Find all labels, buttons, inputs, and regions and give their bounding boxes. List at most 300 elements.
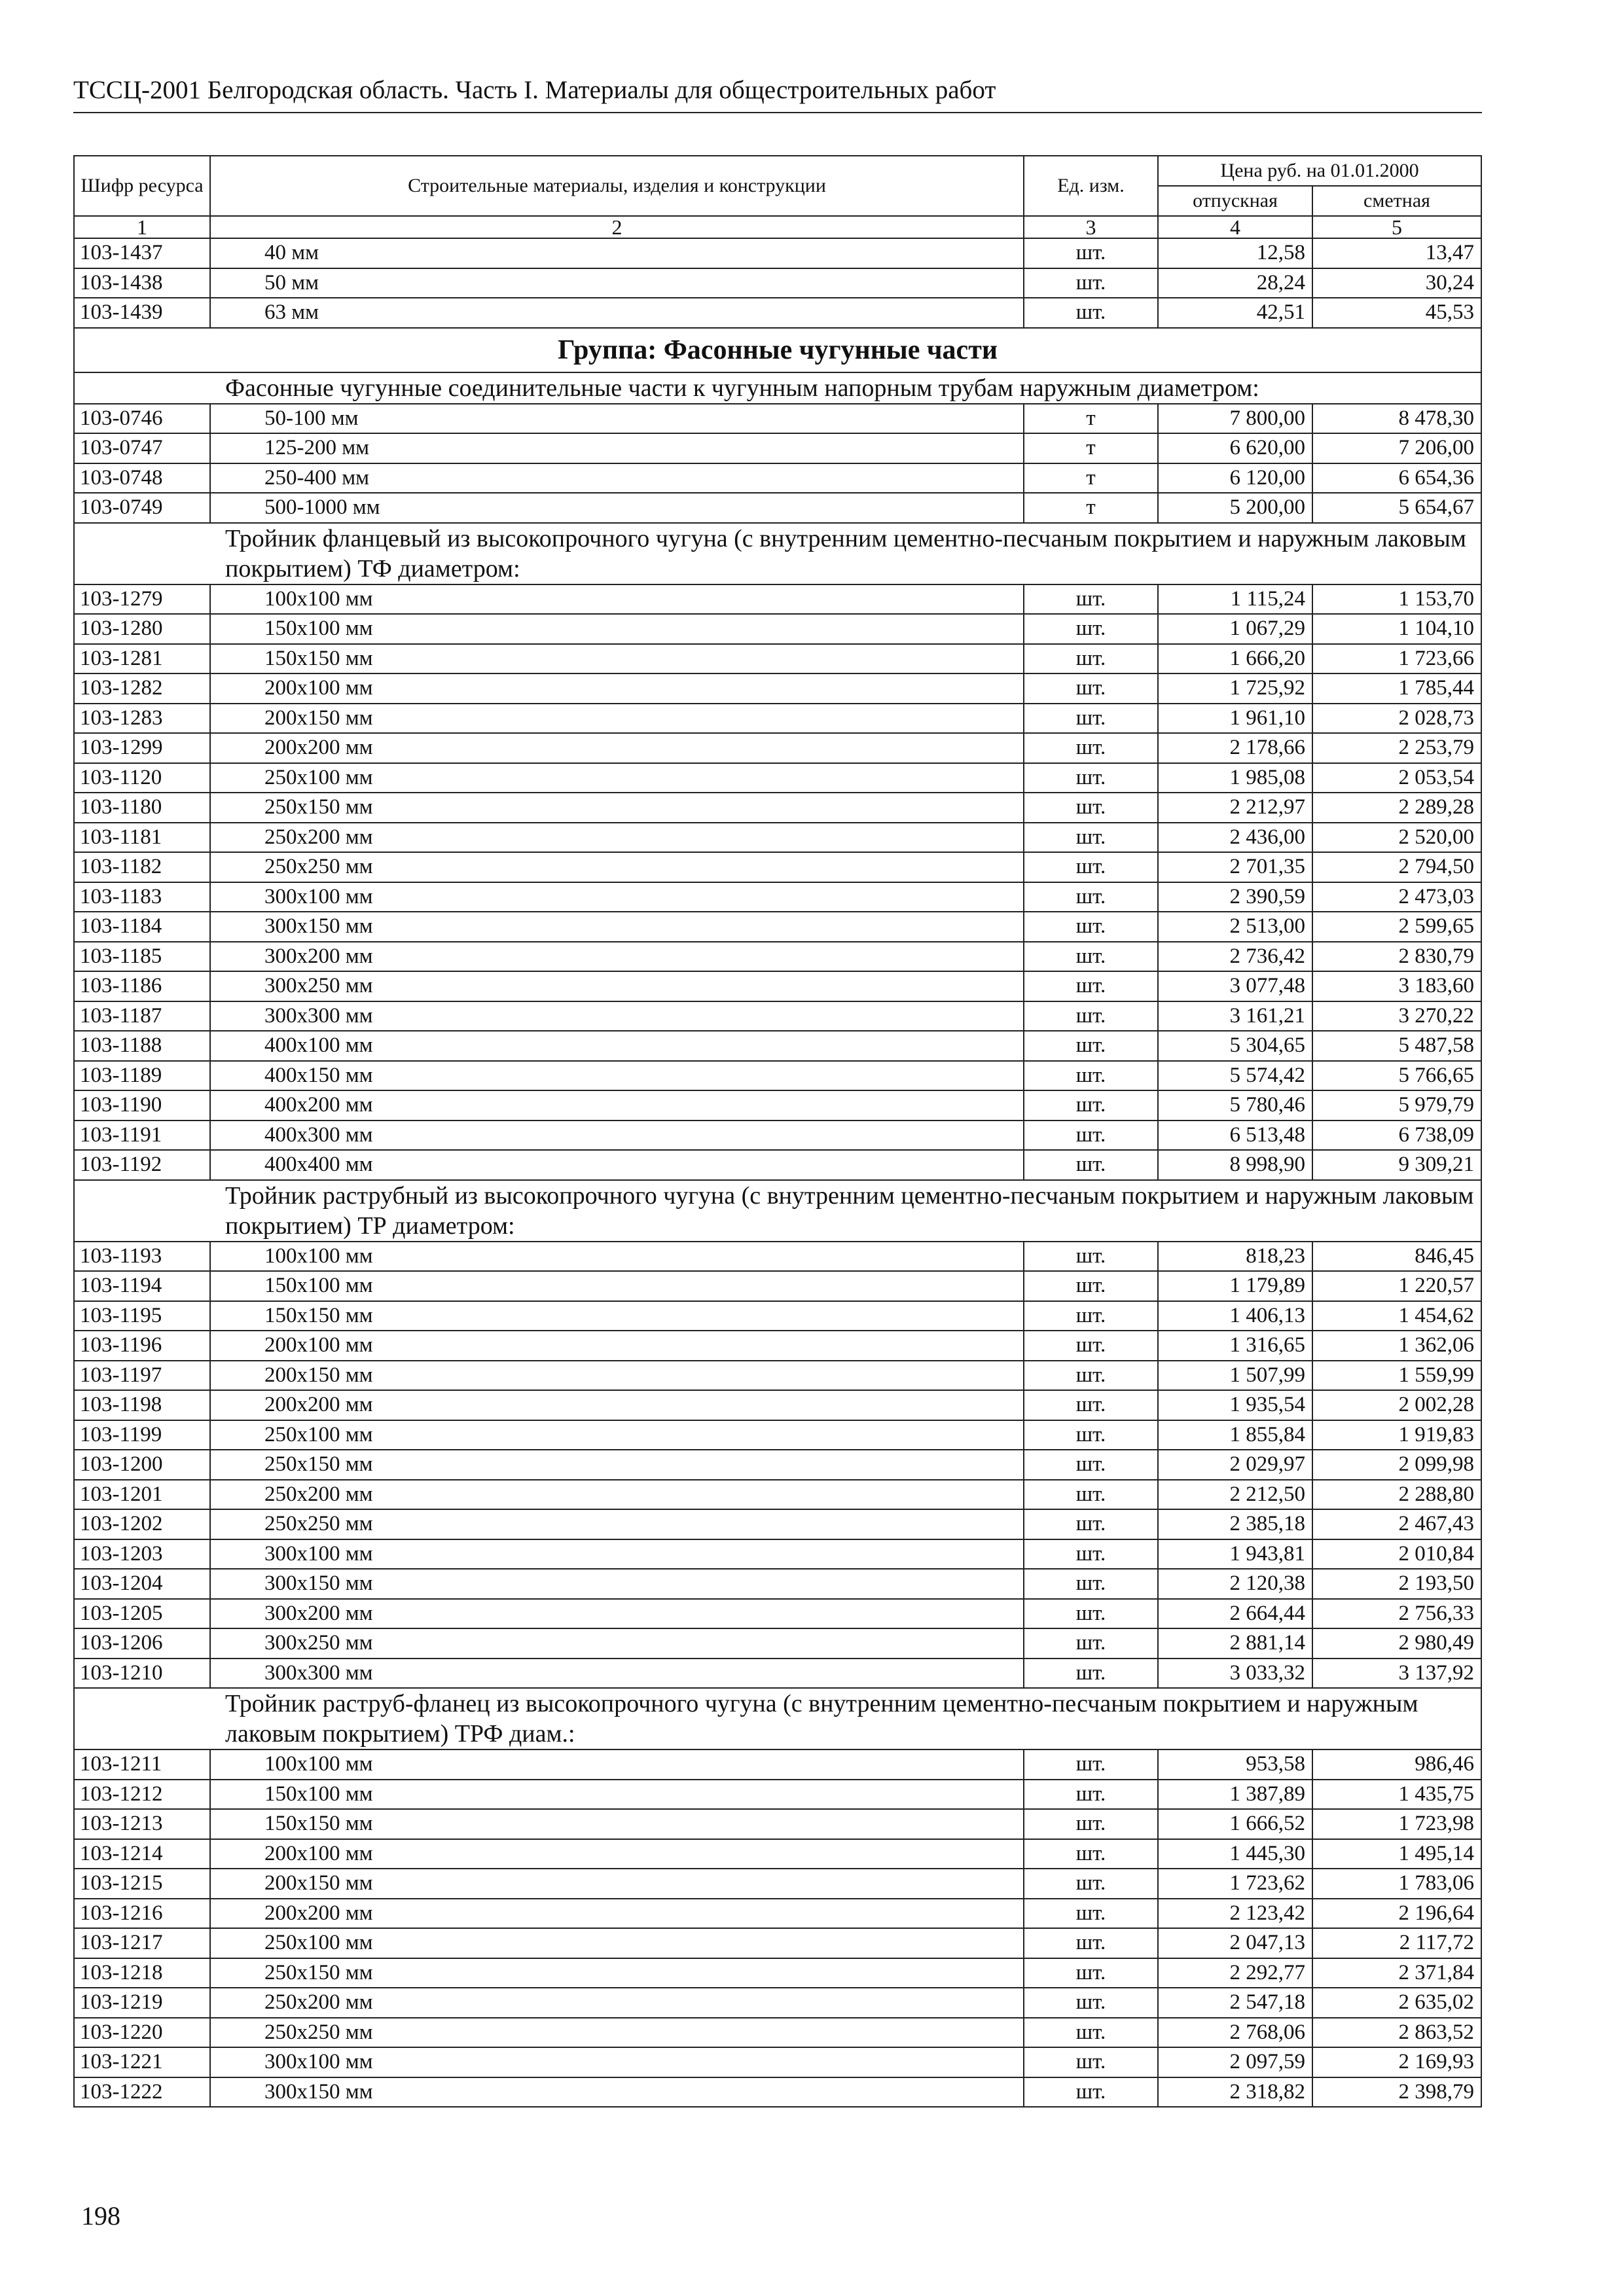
table-row	[74, 268, 1481, 298]
unit-cell: шт.	[1024, 1361, 1158, 1391]
item-name: 250x250 мм	[210, 2018, 1024, 2048]
resource-code: 103-1185	[74, 942, 210, 972]
release-price: 7 800,00	[1158, 404, 1312, 434]
table-row	[74, 463, 1481, 493]
release-price: 2 664,44	[1158, 1599, 1312, 1629]
estimate-price: 2 169,93	[1312, 2047, 1481, 2077]
unit-cell: шт.	[1024, 1331, 1158, 1361]
release-price: 2 385,18	[1158, 1509, 1312, 1539]
resource-code: 103-1184	[74, 912, 210, 942]
resource-code: 103-1204	[74, 1569, 210, 1599]
release-price: 1 445,30	[1158, 1839, 1312, 1869]
release-price: 3 161,21	[1158, 1001, 1312, 1031]
unit-cell: шт.	[1024, 1869, 1158, 1899]
table-row	[74, 1509, 1481, 1539]
table-row	[74, 1539, 1481, 1570]
page-number: 198	[81, 2201, 120, 2231]
resource-code: 103-1279	[74, 584, 210, 615]
release-price: 6 620,00	[1158, 433, 1312, 463]
resource-code: 103-1214	[74, 1839, 210, 1869]
estimate-price: 2 288,80	[1312, 1480, 1481, 1510]
estimate-price: 8 478,30	[1312, 404, 1481, 434]
table-row	[74, 1450, 1481, 1480]
release-price: 2 768,06	[1158, 2018, 1312, 2048]
resource-code: 103-1280	[74, 614, 210, 644]
release-price: 2 123,42	[1158, 1899, 1312, 1929]
resource-code: 103-1439	[74, 298, 210, 328]
estimate-price: 6 654,36	[1312, 463, 1481, 493]
table-row	[74, 1242, 1481, 1272]
unit-cell: шт.	[1024, 882, 1158, 912]
item-name: 100x100 мм	[210, 1749, 1024, 1780]
col-header-code: Шифр ресурса	[74, 156, 210, 216]
estimate-price: 1 220,57	[1312, 1271, 1481, 1301]
estimate-price: 2 371,84	[1312, 1958, 1481, 1988]
estimate-price: 5 487,58	[1312, 1031, 1481, 1061]
unit-cell: шт.	[1024, 971, 1158, 1001]
estimate-price: 2 099,98	[1312, 1450, 1481, 1480]
release-price: 5 574,42	[1158, 1061, 1312, 1091]
estimate-price: 5 766,65	[1312, 1061, 1481, 1091]
release-price: 2 701,35	[1158, 852, 1312, 882]
unit-cell: шт.	[1024, 1839, 1158, 1869]
release-price: 1 723,62	[1158, 1869, 1312, 1899]
group-title: Группа: Фасонные чугунные части	[74, 328, 1481, 372]
resource-code: 103-1217	[74, 1928, 210, 1958]
table-row	[74, 584, 1481, 615]
release-price: 1 115,24	[1158, 584, 1312, 615]
unit-cell: шт.	[1024, 1928, 1158, 1958]
col-number-5: 5	[1312, 216, 1481, 238]
item-name: 400x150 мм	[210, 1061, 1024, 1091]
release-price: 2 547,18	[1158, 1988, 1312, 2018]
resource-code: 103-1199	[74, 1420, 210, 1450]
resource-code: 103-1282	[74, 673, 210, 704]
release-price: 1 725,92	[1158, 673, 1312, 704]
release-price: 2 097,59	[1158, 2047, 1312, 2077]
item-name: 250x250 мм	[210, 1509, 1024, 1539]
table-row	[74, 763, 1481, 793]
table-row	[74, 644, 1481, 674]
item-name: 300x250 мм	[210, 1628, 1024, 1659]
resource-code: 103-1196	[74, 1331, 210, 1361]
unit-cell: шт.	[1024, 1780, 1158, 1810]
item-name: 500-1000 мм	[210, 493, 1024, 523]
unit-cell: шт.	[1024, 793, 1158, 823]
table-row	[74, 1569, 1481, 1599]
section-row	[74, 1180, 1481, 1242]
item-name: 200x200 мм	[210, 733, 1024, 763]
estimate-price: 1 783,06	[1312, 1869, 1481, 1899]
unit-cell: шт.	[1024, 1031, 1158, 1061]
resource-code: 103-1213	[74, 1809, 210, 1839]
table-row	[74, 793, 1481, 823]
item-name: 125-200 мм	[210, 433, 1024, 463]
estimate-price: 2 010,84	[1312, 1539, 1481, 1570]
resource-code: 103-1186	[74, 971, 210, 1001]
item-name: 63 мм	[210, 298, 1024, 328]
table-row	[74, 238, 1481, 268]
resource-code: 103-1437	[74, 238, 210, 268]
item-name: 400x200 мм	[210, 1090, 1024, 1121]
unit-cell: шт.	[1024, 1899, 1158, 1929]
table-row	[74, 1001, 1481, 1031]
item-name: 40 мм	[210, 238, 1024, 268]
estimate-price: 1 362,06	[1312, 1331, 1481, 1361]
estimate-price: 986,46	[1312, 1749, 1481, 1780]
item-name: 250x200 мм	[210, 1988, 1024, 2018]
item-name: 300x300 мм	[210, 1001, 1024, 1031]
resource-code: 103-1221	[74, 2047, 210, 2077]
unit-cell: шт.	[1024, 298, 1158, 328]
resource-code: 103-1438	[74, 268, 210, 298]
item-name: 300x100 мм	[210, 2047, 1024, 2077]
estimate-price: 13,47	[1312, 238, 1481, 268]
col-header-unit: Ед. изм.	[1024, 156, 1158, 216]
unit-cell: шт.	[1024, 1749, 1158, 1780]
resource-code: 103-1219	[74, 1988, 210, 2018]
unit-cell: шт.	[1024, 1809, 1158, 1839]
table-row	[74, 823, 1481, 853]
unit-cell: шт.	[1024, 1301, 1158, 1331]
release-price: 1 316,65	[1158, 1331, 1312, 1361]
estimate-price: 2 467,43	[1312, 1509, 1481, 1539]
estimate-price: 2 253,79	[1312, 733, 1481, 763]
item-name: 150x150 мм	[210, 644, 1024, 674]
table-row	[74, 912, 1481, 942]
release-price: 2 318,82	[1158, 2077, 1312, 2108]
item-name: 250x150 мм	[210, 793, 1024, 823]
estimate-price: 1 153,70	[1312, 584, 1481, 615]
item-name: 200x150 мм	[210, 704, 1024, 734]
release-price: 2 029,97	[1158, 1450, 1312, 1480]
table-row	[74, 1628, 1481, 1659]
table-row	[74, 1958, 1481, 1988]
release-price: 1 067,29	[1158, 614, 1312, 644]
release-price: 1 666,52	[1158, 1809, 1312, 1839]
item-name: 200x200 мм	[210, 1390, 1024, 1420]
table-row	[74, 1839, 1481, 1869]
table-row	[74, 1271, 1481, 1301]
estimate-price: 2 473,03	[1312, 882, 1481, 912]
col-header-name: Строительные материалы, изделия и конструкции	[210, 156, 1024, 216]
release-price: 2 436,00	[1158, 823, 1312, 853]
section-title: Тройник фланцевый из высокопрочного чугуна (с внутренним цементно-песчаным покрытием и наружным лаковым покрытием) ТФ диаметром:	[74, 523, 1481, 584]
release-price: 3 077,48	[1158, 971, 1312, 1001]
table-row	[74, 1809, 1481, 1839]
resource-code: 103-1212	[74, 1780, 210, 1810]
resource-code: 103-1194	[74, 1271, 210, 1301]
estimate-price: 1 723,98	[1312, 1809, 1481, 1839]
unit-cell: шт.	[1024, 1958, 1158, 1988]
unit-cell: шт.	[1024, 1242, 1158, 1272]
col-number-3: 3	[1024, 216, 1158, 238]
resource-code: 103-1210	[74, 1659, 210, 1689]
group-row	[74, 328, 1481, 372]
unit-cell: шт.	[1024, 673, 1158, 704]
estimate-price: 2 520,00	[1312, 823, 1481, 853]
item-name: 200x100 мм	[210, 1839, 1024, 1869]
unit-cell: шт.	[1024, 614, 1158, 644]
table-head	[74, 156, 1481, 238]
table-row	[74, 493, 1481, 523]
table-row	[74, 1749, 1481, 1780]
item-name: 300x250 мм	[210, 971, 1024, 1001]
unit-cell: шт.	[1024, 852, 1158, 882]
unit-cell: т	[1024, 493, 1158, 523]
estimate-price: 2 980,49	[1312, 1628, 1481, 1659]
estimate-price: 45,53	[1312, 298, 1481, 328]
resource-code: 103-1220	[74, 2018, 210, 2048]
release-price: 2 212,97	[1158, 793, 1312, 823]
release-price: 2 047,13	[1158, 1928, 1312, 1958]
release-price: 1 406,13	[1158, 1301, 1312, 1331]
table-row	[74, 298, 1481, 328]
table-row	[74, 614, 1481, 644]
resource-code: 103-1191	[74, 1121, 210, 1151]
unit-cell: шт.	[1024, 912, 1158, 942]
table-row	[74, 1121, 1481, 1151]
estimate-price: 2 398,79	[1312, 2077, 1481, 2108]
estimate-price: 1 495,14	[1312, 1839, 1481, 1869]
table-row	[74, 673, 1481, 704]
item-name: 50 мм	[210, 268, 1024, 298]
unit-cell: шт.	[1024, 1569, 1158, 1599]
resource-code: 103-1197	[74, 1361, 210, 1391]
unit-cell: шт.	[1024, 1150, 1158, 1180]
release-price: 2 178,66	[1158, 733, 1312, 763]
estimate-price: 3 137,92	[1312, 1659, 1481, 1689]
unit-cell: т	[1024, 463, 1158, 493]
resource-code: 103-1201	[74, 1480, 210, 1510]
estimate-price: 2 053,54	[1312, 763, 1481, 793]
unit-cell: т	[1024, 404, 1158, 434]
item-name: 250x150 мм	[210, 1450, 1024, 1480]
table-row	[74, 1480, 1481, 1510]
release-price: 3 033,32	[1158, 1659, 1312, 1689]
unit-cell: шт.	[1024, 704, 1158, 734]
section-title: Фасонные чугунные соединительные части к чугунным напорным трубам наружным диаметром:	[74, 372, 1481, 404]
unit-cell: шт.	[1024, 238, 1158, 268]
release-price: 1 935,54	[1158, 1390, 1312, 1420]
table-row	[74, 1659, 1481, 1689]
section-row	[74, 372, 1481, 404]
unit-cell: шт.	[1024, 2077, 1158, 2108]
unit-cell: шт.	[1024, 1659, 1158, 1689]
item-name: 150x150 мм	[210, 1809, 1024, 1839]
item-name: 400x400 мм	[210, 1150, 1024, 1180]
resource-code: 103-1198	[74, 1390, 210, 1420]
table-row	[74, 1361, 1481, 1391]
item-name: 250x200 мм	[210, 823, 1024, 853]
resource-code: 103-1281	[74, 644, 210, 674]
resource-code: 103-1222	[74, 2077, 210, 2108]
estimate-price: 3 183,60	[1312, 971, 1481, 1001]
item-name: 100x100 мм	[210, 584, 1024, 615]
item-name: 200x100 мм	[210, 1331, 1024, 1361]
unit-cell: шт.	[1024, 1001, 1158, 1031]
release-price: 2 513,00	[1158, 912, 1312, 942]
unit-cell: шт.	[1024, 1539, 1158, 1570]
item-name: 400x100 мм	[210, 1031, 1024, 1061]
item-name: 250x200 мм	[210, 1480, 1024, 1510]
estimate-price: 3 270,22	[1312, 1001, 1481, 1031]
release-price: 28,24	[1158, 268, 1312, 298]
estimate-price: 2 635,02	[1312, 1988, 1481, 2018]
col-header-estimate: сметная	[1312, 186, 1481, 216]
table-row	[74, 882, 1481, 912]
unit-cell: шт.	[1024, 763, 1158, 793]
col-header-price: Цена руб. на 01.01.2000	[1158, 156, 1481, 186]
resource-code: 103-0746	[74, 404, 210, 434]
table-row	[74, 433, 1481, 463]
table-row	[74, 733, 1481, 763]
resource-code: 103-1183	[74, 882, 210, 912]
release-price: 2 120,38	[1158, 1569, 1312, 1599]
table-row	[74, 1031, 1481, 1061]
item-name: 300x100 мм	[210, 882, 1024, 912]
unit-cell: шт.	[1024, 1599, 1158, 1629]
item-name: 250x150 мм	[210, 1958, 1024, 1988]
unit-cell: шт.	[1024, 1271, 1158, 1301]
unit-cell: шт.	[1024, 1390, 1158, 1420]
resource-code: 103-1283	[74, 704, 210, 734]
unit-cell: шт.	[1024, 644, 1158, 674]
unit-cell: шт.	[1024, 1480, 1158, 1510]
unit-cell: шт.	[1024, 1988, 1158, 2018]
release-price: 1 666,20	[1158, 644, 1312, 674]
table-row	[74, 2018, 1481, 2048]
estimate-price: 2 599,65	[1312, 912, 1481, 942]
table-row	[74, 404, 1481, 434]
item-name: 250x250 мм	[210, 852, 1024, 882]
col-number-1: 1	[74, 216, 210, 238]
estimate-price: 5 654,67	[1312, 493, 1481, 523]
unit-cell: шт.	[1024, 823, 1158, 853]
estimate-price: 2 863,52	[1312, 2018, 1481, 2048]
section-title: Тройник раструбный из высокопрочного чугуна (с внутренним цементно-песчаным покрытием и наружным лаковым покрытием) ТР диаметром:	[74, 1180, 1481, 1242]
item-name: 200x200 мм	[210, 1899, 1024, 1929]
release-price: 818,23	[1158, 1242, 1312, 1272]
release-price: 1 179,89	[1158, 1271, 1312, 1301]
release-price: 2 736,42	[1158, 942, 1312, 972]
estimate-price: 2 193,50	[1312, 1569, 1481, 1599]
resource-code: 103-0749	[74, 493, 210, 523]
item-name: 200x150 мм	[210, 1361, 1024, 1391]
resource-code: 103-1193	[74, 1242, 210, 1272]
estimate-price: 2 028,73	[1312, 704, 1481, 734]
table-row	[74, 1599, 1481, 1629]
resource-code: 103-1120	[74, 763, 210, 793]
item-name: 100x100 мм	[210, 1242, 1024, 1272]
item-name: 250x100 мм	[210, 763, 1024, 793]
price-table	[73, 155, 1482, 2108]
unit-cell: шт.	[1024, 733, 1158, 763]
release-price: 6 120,00	[1158, 463, 1312, 493]
resource-code: 103-1187	[74, 1001, 210, 1031]
table-body	[74, 238, 1481, 2107]
estimate-price: 1 435,75	[1312, 1780, 1481, 1810]
estimate-price: 2 756,33	[1312, 1599, 1481, 1629]
item-name: 250x100 мм	[210, 1928, 1024, 1958]
col-header-release: отпускная	[1158, 186, 1312, 216]
table-row	[74, 1090, 1481, 1121]
table-row	[74, 1869, 1481, 1899]
release-price: 2 881,14	[1158, 1628, 1312, 1659]
unit-cell: т	[1024, 433, 1158, 463]
resource-code: 103-1218	[74, 1958, 210, 1988]
estimate-price: 2 117,72	[1312, 1928, 1481, 1958]
item-name: 300x100 мм	[210, 1539, 1024, 1570]
resource-code: 103-1189	[74, 1061, 210, 1091]
table-row	[74, 942, 1481, 972]
col-number-2: 2	[210, 216, 1024, 238]
resource-code: 103-1216	[74, 1899, 210, 1929]
unit-cell: шт.	[1024, 584, 1158, 615]
release-price: 1 507,99	[1158, 1361, 1312, 1391]
table-row	[74, 1390, 1481, 1420]
release-price: 1 961,10	[1158, 704, 1312, 734]
resource-code: 103-1188	[74, 1031, 210, 1061]
resource-code: 103-1215	[74, 1869, 210, 1899]
table-row	[74, 704, 1481, 734]
item-name: 150x100 мм	[210, 1780, 1024, 1810]
estimate-price: 30,24	[1312, 268, 1481, 298]
resource-code: 103-1182	[74, 852, 210, 882]
table-row	[74, 1988, 1481, 2018]
release-price: 1 985,08	[1158, 763, 1312, 793]
unit-cell: шт.	[1024, 268, 1158, 298]
release-price: 1 387,89	[1158, 1780, 1312, 1810]
resource-code: 103-0748	[74, 463, 210, 493]
page-header: ТССЦ-2001 Белгородская область. Часть I. Материалы для общестроительных работ	[73, 77, 1482, 113]
estimate-price: 1 785,44	[1312, 673, 1481, 704]
estimate-price: 846,45	[1312, 1242, 1481, 1272]
release-price: 12,58	[1158, 238, 1312, 268]
table-row	[74, 2077, 1481, 2108]
col-number-4: 4	[1158, 216, 1312, 238]
resource-code: 103-1200	[74, 1450, 210, 1480]
release-price: 2 212,50	[1158, 1480, 1312, 1510]
table-row	[74, 1331, 1481, 1361]
resource-code: 103-1206	[74, 1628, 210, 1659]
resource-code: 103-1192	[74, 1150, 210, 1180]
table-row	[74, 1061, 1481, 1091]
unit-cell: шт.	[1024, 2047, 1158, 2077]
release-price: 2 390,59	[1158, 882, 1312, 912]
release-price: 6 513,48	[1158, 1121, 1312, 1151]
estimate-price: 9 309,21	[1312, 1150, 1481, 1180]
estimate-price: 2 794,50	[1312, 852, 1481, 882]
item-name: 300x150 мм	[210, 2077, 1024, 2108]
resource-code: 103-1190	[74, 1090, 210, 1121]
resource-code: 103-1202	[74, 1509, 210, 1539]
estimate-price: 2 830,79	[1312, 942, 1481, 972]
item-name: 150x100 мм	[210, 1271, 1024, 1301]
item-name: 300x150 мм	[210, 1569, 1024, 1599]
section-row	[74, 1688, 1481, 1749]
unit-cell: шт.	[1024, 1628, 1158, 1659]
unit-cell: шт.	[1024, 942, 1158, 972]
release-price: 1 855,84	[1158, 1420, 1312, 1450]
item-name: 250x100 мм	[210, 1420, 1024, 1450]
release-price: 5 780,46	[1158, 1090, 1312, 1121]
unit-cell: шт.	[1024, 1121, 1158, 1151]
unit-cell: шт.	[1024, 1420, 1158, 1450]
unit-cell: шт.	[1024, 2018, 1158, 2048]
table-row	[74, 971, 1481, 1001]
resource-code: 103-0747	[74, 433, 210, 463]
